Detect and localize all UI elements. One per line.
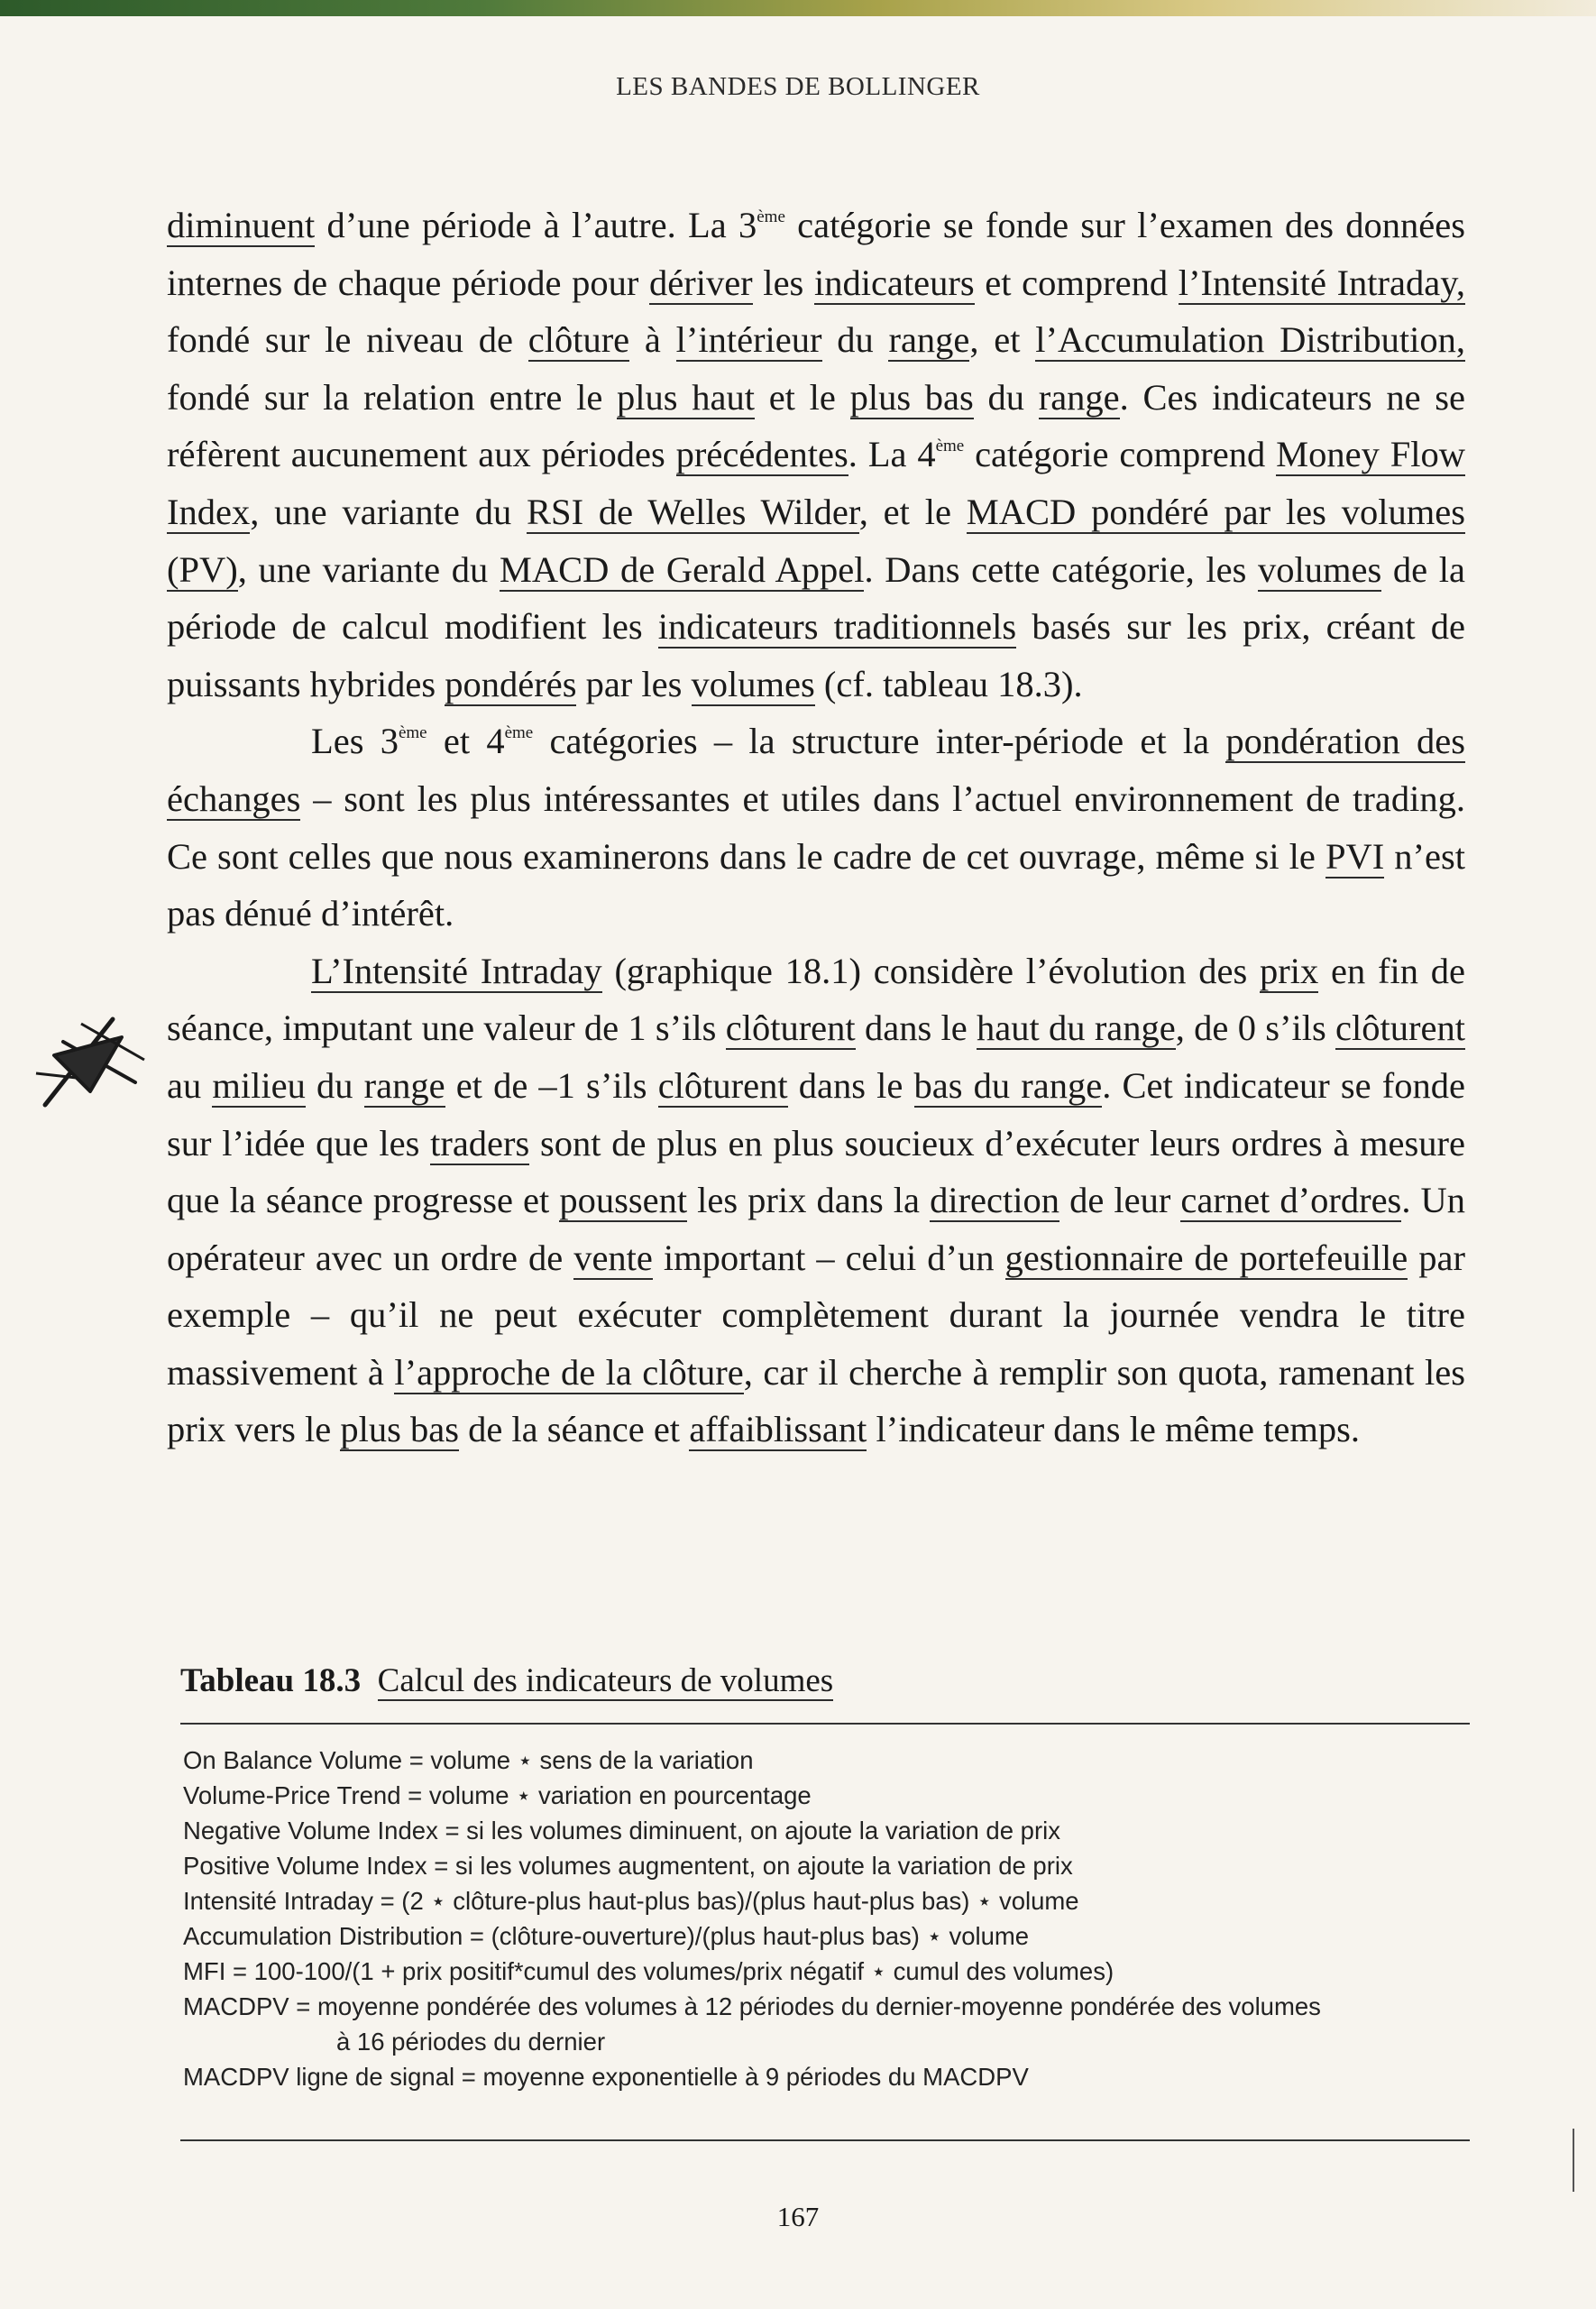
text-run: . Dans cette catégorie, les [864, 548, 1258, 590]
table-title [180, 1661, 833, 1700]
underlined-phrase: gestionnaire de portefeuille [1004, 1237, 1408, 1278]
text-run: , de 0 s’ils [1175, 1007, 1336, 1049]
underlined-phrase: l’Accumulation Distribution, [1035, 319, 1465, 361]
text-run: – sont les plus intéressantes et utiles dans l’actuel environnement de trading. Ce sont celles que nous examinerons dans le cadre de cet ouvrage, même si le [167, 777, 1465, 877]
text-run: , car il cherche à remplir son quota, ramenant les prix vers le [167, 1351, 1465, 1450]
text-run: du [973, 376, 1039, 418]
table-line: MFI = 100-100/(1 + prix positif*cumul des volumes/prix négatif ⋆ cumul des volumes) [183, 1957, 1114, 1985]
underlined-phrase: prix [1259, 950, 1319, 991]
text-run: basés sur les prix, créant de puissants hybrides [167, 606, 1465, 704]
scan-edge-mark [1573, 2129, 1580, 2192]
table-line: MACDPV ligne de signal = moyenne exponentielle à 9 périodes du MACDPV [183, 2063, 1029, 2091]
table-number: Tableau 18.3 [180, 1662, 362, 1699]
superscript: ème [757, 207, 785, 226]
underlined-phrase: PVI [1325, 835, 1385, 877]
underlined-phrase: affaiblissant [689, 1409, 867, 1450]
underlined-phrase: pondération des échanges [167, 721, 1465, 819]
text-run: . Un opérateur avec un ordre de [167, 1180, 1465, 1278]
text-run: l’indicateur dans le même temps. [867, 1409, 1360, 1450]
table-top-rule [180, 1723, 1470, 1725]
underlined-phrase: clôture [527, 319, 630, 361]
underlined-phrase: clôturent [1335, 1007, 1465, 1049]
underlined-phrase: Money Flow Index [167, 434, 1465, 532]
underlined-phrase: indicateurs traditionnels [657, 606, 1017, 648]
underlined-phrase: précédentes [675, 434, 848, 475]
text-run: dans le [855, 1007, 977, 1049]
paragraph-2 [167, 713, 1465, 942]
text-run: fondé sur la relation entre le [167, 376, 618, 418]
underlined-phrase: MACD pondéré par les volumes (PV) [167, 491, 1465, 590]
underlined-phrase: indicateurs [813, 262, 975, 303]
table-line: Intensité Intraday = (2 ⋆ clôture-plus haut-plus bas)/(plus haut-plus bas) ⋆ volume [183, 1887, 1079, 1915]
table-line: On Balance Volume = volume ⋆ sens de la variation [183, 1746, 754, 1774]
underlined-phrase: plus bas [340, 1409, 459, 1450]
text-run: les prix dans la [687, 1180, 931, 1221]
underlined-phrase: RSI de Welles Wilder [527, 491, 859, 532]
underlined-phrase: volumes [1257, 548, 1382, 590]
table-caption: Calcul des indicateurs de volumes [377, 1662, 834, 1699]
page-top-edge [0, 0, 1596, 16]
text-run: sont de plus en plus soucieux d’exécuter leurs ordres à mesure que la séance progresse et [167, 1122, 1466, 1221]
underlined-phrase: poussent [559, 1180, 688, 1221]
text-run: (cf. tableau 18.3). [814, 663, 1083, 704]
text-run: de leur [1059, 1180, 1181, 1221]
paragraph-3 [167, 943, 1465, 1458]
underlined-phrase: L’Intensité Intraday [311, 950, 602, 991]
underlined-phrase: bas du range [913, 1064, 1103, 1106]
underlined-phrase: traders [430, 1122, 530, 1164]
underlined-phrase: MACD de Gerald Appel [499, 548, 865, 590]
underlined-phrase: l’approche de la clôture [394, 1351, 744, 1393]
underlined-phrase: haut du range [977, 1007, 1176, 1049]
table-line: Negative Volume Index = si les volumes diminuent, on ajoute la variation de prix [183, 1817, 1060, 1844]
underlined-phrase: range [363, 1064, 445, 1106]
text-run: fondé sur le niveau de [167, 319, 528, 361]
running-header: LES BANDES DE BOLLINGER [616, 72, 980, 101]
text-run: à [629, 319, 676, 361]
underlined-phrase: plus bas [849, 376, 974, 418]
text-run: , et le [858, 491, 967, 532]
text-run: du [821, 319, 889, 361]
text-run: par les [576, 663, 692, 704]
text-run: n’est pas dénué d’intérêt. [167, 835, 1465, 934]
underlined-phrase: range [888, 319, 970, 361]
text-run: . La 4 [848, 434, 936, 475]
text-run: en fin de séance, imputant une valeur de 1 s’ils [167, 950, 1465, 1049]
table-line: MACDPV = moyenne pondérée des volumes à 12 périodes du dernier-moyenne pondérée des volumes [183, 1992, 1321, 2020]
text-run: et le [755, 376, 850, 418]
text-run: au [167, 1064, 213, 1106]
text-run: catégorie comprend [964, 434, 1277, 475]
table-line: Positive Volume Index = si les volumes augmentent, on ajoute la variation de prix [183, 1852, 1073, 1880]
text-run: de la séance et [458, 1409, 690, 1450]
handwritten-margin-mark [27, 1006, 162, 1114]
underlined-phrase: range [1038, 376, 1120, 418]
underlined-phrase: carnet d’ordres [1180, 1180, 1402, 1221]
paragraph-1 [167, 197, 1465, 713]
superscript: ème [504, 723, 534, 743]
text-run: par exemple – qu’il ne peut exécuter complètement durant la journée vendra le titre massivement à [167, 1237, 1465, 1393]
underlined-phrase: dériver [648, 262, 753, 303]
text-run: , une variante du [250, 491, 527, 532]
text-run: et de –1 s’ils [445, 1064, 658, 1106]
superscript: ème [398, 723, 427, 743]
text-run: les [752, 262, 814, 303]
table-line-continuation: à 16 périodes du dernier [336, 2028, 606, 2056]
underlined-phrase: l’Intensité Intraday, [1178, 262, 1465, 303]
body-text [167, 197, 1465, 1458]
table-line: Accumulation Distribution = (clôture-ouverture)/(plus haut-plus bas) ⋆ volume [183, 1922, 1030, 1950]
text-run: Les 3 [311, 721, 399, 762]
superscript: ème [935, 437, 965, 456]
table-bottom-rule [180, 2139, 1470, 2141]
text-run: catégorie se fonde sur l’examen des données internes de chaque période pour [167, 205, 1465, 303]
text-run: du [305, 1064, 364, 1106]
underlined-phrase: pondérés [445, 663, 577, 704]
text-run: et 4 [427, 721, 505, 762]
text-run: . Ces indicateurs ne se réfèrent aucunement aux périodes [167, 376, 1466, 475]
text-run: , une variante du [237, 548, 500, 590]
underlined-phrase: milieu [212, 1064, 306, 1106]
table-line: Volume-Price Trend = volume ⋆ variation en pourcentage [183, 1781, 812, 1809]
underlined-phrase: volumes [691, 663, 815, 704]
text-run: , et [969, 319, 1036, 361]
underlined-phrase: clôturent [657, 1064, 788, 1106]
underlined-phrase: diminuent [167, 205, 316, 245]
underlined-phrase: l’intérieur [675, 319, 822, 361]
text-run: catégories – la structure inter-période et la [533, 721, 1226, 762]
text-run: et comprend [974, 262, 1179, 303]
underlined-phrase: clôturent [725, 1007, 856, 1049]
underlined-phrase: vente [573, 1237, 653, 1278]
text-run: d’une période à l’autre. La 3 [315, 205, 757, 245]
text-run: dans le [787, 1064, 914, 1106]
text-run: (graphique 18.1) considère l’évolution des [601, 950, 1260, 991]
text-run: . Cet indicateur se fonde sur l’idée que les [167, 1064, 1465, 1164]
text-run: de la période de calcul modifient les [167, 548, 1465, 648]
text-run: important – celui d’un [652, 1237, 1005, 1278]
table-body [183, 1743, 1472, 2094]
underlined-phrase: plus haut [617, 376, 755, 418]
page-number: 167 [776, 2201, 820, 2232]
underlined-phrase: direction [930, 1180, 1060, 1221]
